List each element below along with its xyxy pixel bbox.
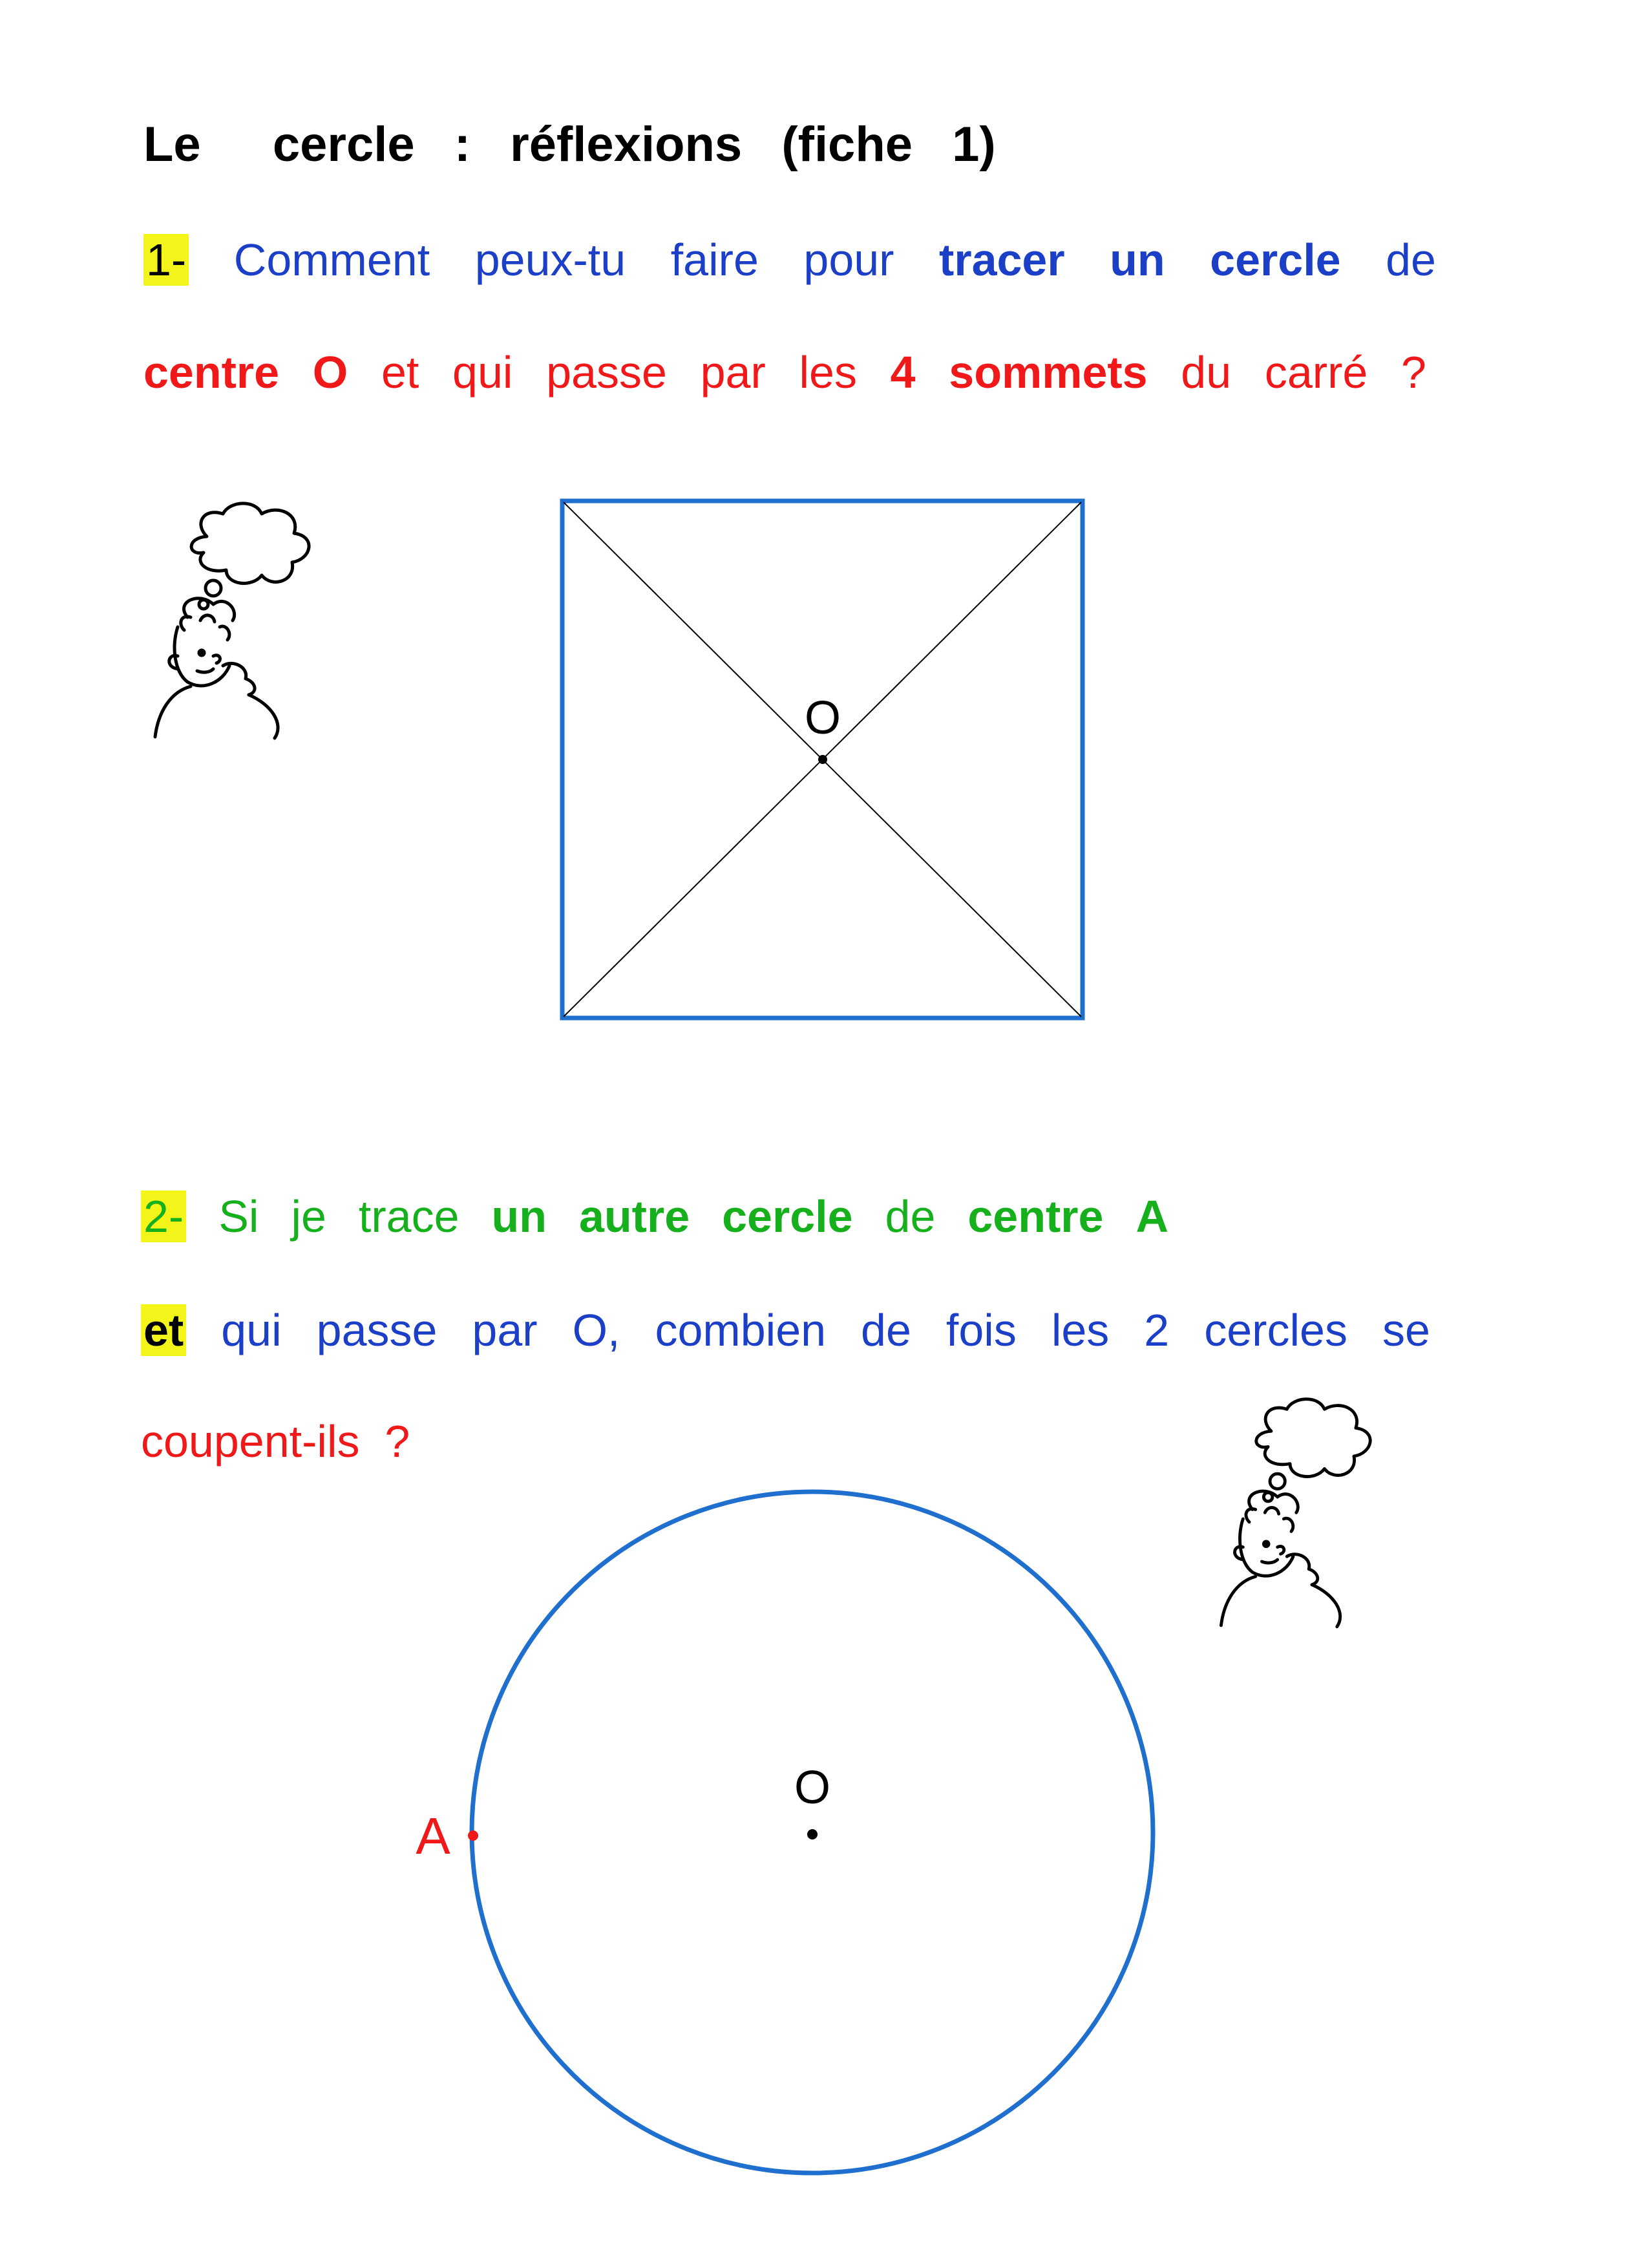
title-word: (fiche (781, 117, 913, 172)
question-word: autre (578, 1191, 690, 1242)
question-word: pour (803, 235, 894, 285)
center-label: O (804, 692, 841, 744)
question-word: qui (221, 1305, 282, 1355)
question-word: 2 (1144, 1305, 1170, 1355)
question-word: de (861, 1305, 911, 1355)
question-word: de (1386, 235, 1436, 285)
question-word: O, (572, 1305, 620, 1355)
question-word: combien (655, 1305, 827, 1355)
question-word: O (312, 347, 348, 397)
question-word: un (491, 1191, 547, 1242)
question-word: passe (316, 1305, 438, 1355)
question-word: et (381, 347, 419, 397)
question-word: ? (1401, 347, 1426, 397)
question-word: sommets (949, 347, 1148, 397)
question-2-line-2 (141, 1304, 1430, 1356)
question-word: cercle (722, 1191, 853, 1242)
question-word: un (1110, 235, 1165, 285)
question-word: carré (1264, 347, 1368, 397)
title-word: : (454, 117, 471, 172)
question-word: Comment (233, 235, 430, 285)
center-point (807, 1829, 818, 1839)
center-point (818, 755, 827, 764)
question-word: et (141, 1304, 186, 1356)
question-word: passe (546, 347, 667, 397)
thinking-child-illustration (142, 498, 355, 756)
thought-cloud-icon (1256, 1399, 1370, 1477)
question-2-line-3: coupent-ils ? (141, 1416, 410, 1467)
question-word: centre (967, 1191, 1104, 1242)
question-2-line-1 (141, 1191, 1168, 1242)
question-word: les (1051, 1305, 1110, 1355)
question-word: peux-tu (474, 235, 626, 285)
question-word: trace (358, 1191, 460, 1242)
question-1-line-2 (143, 346, 1426, 398)
thinking-child-illustration (1209, 1393, 1415, 1645)
square-figure (556, 494, 1089, 1028)
question-word: se (1382, 1305, 1430, 1355)
point-a (468, 1830, 478, 1841)
question-word: qui (452, 347, 513, 397)
question-word: je (291, 1191, 326, 1242)
question-word: cercles (1204, 1305, 1347, 1355)
title-word: Le (143, 117, 201, 172)
title-word: cercle (272, 117, 415, 172)
question-word: les (799, 347, 857, 397)
thought-cloud-icon (191, 503, 309, 584)
question-word: par (700, 347, 766, 397)
circle-figure (401, 1487, 1176, 2185)
question-2-number: 2- (141, 1191, 186, 1242)
question-word: cercle (1210, 235, 1341, 285)
point-a-label: A (416, 1807, 450, 1865)
question-word: Si (218, 1191, 259, 1242)
page-title (143, 116, 1022, 173)
question-1-line-1 (143, 234, 1436, 286)
title-word: 1) (952, 117, 996, 172)
center-label: O (794, 1762, 831, 1814)
title-word: réflexions (510, 117, 743, 172)
question-word: de (885, 1191, 936, 1242)
question-word: 4 (890, 347, 916, 397)
question-word: du (1181, 347, 1232, 397)
question-1-number: 1- (143, 234, 189, 286)
question-word: tracer (939, 235, 1065, 285)
question-word: par (472, 1305, 538, 1355)
question-word: fois (945, 1305, 1017, 1355)
question-word: A (1136, 1191, 1168, 1242)
question-word: centre (143, 347, 280, 397)
question-word: faire (670, 235, 759, 285)
